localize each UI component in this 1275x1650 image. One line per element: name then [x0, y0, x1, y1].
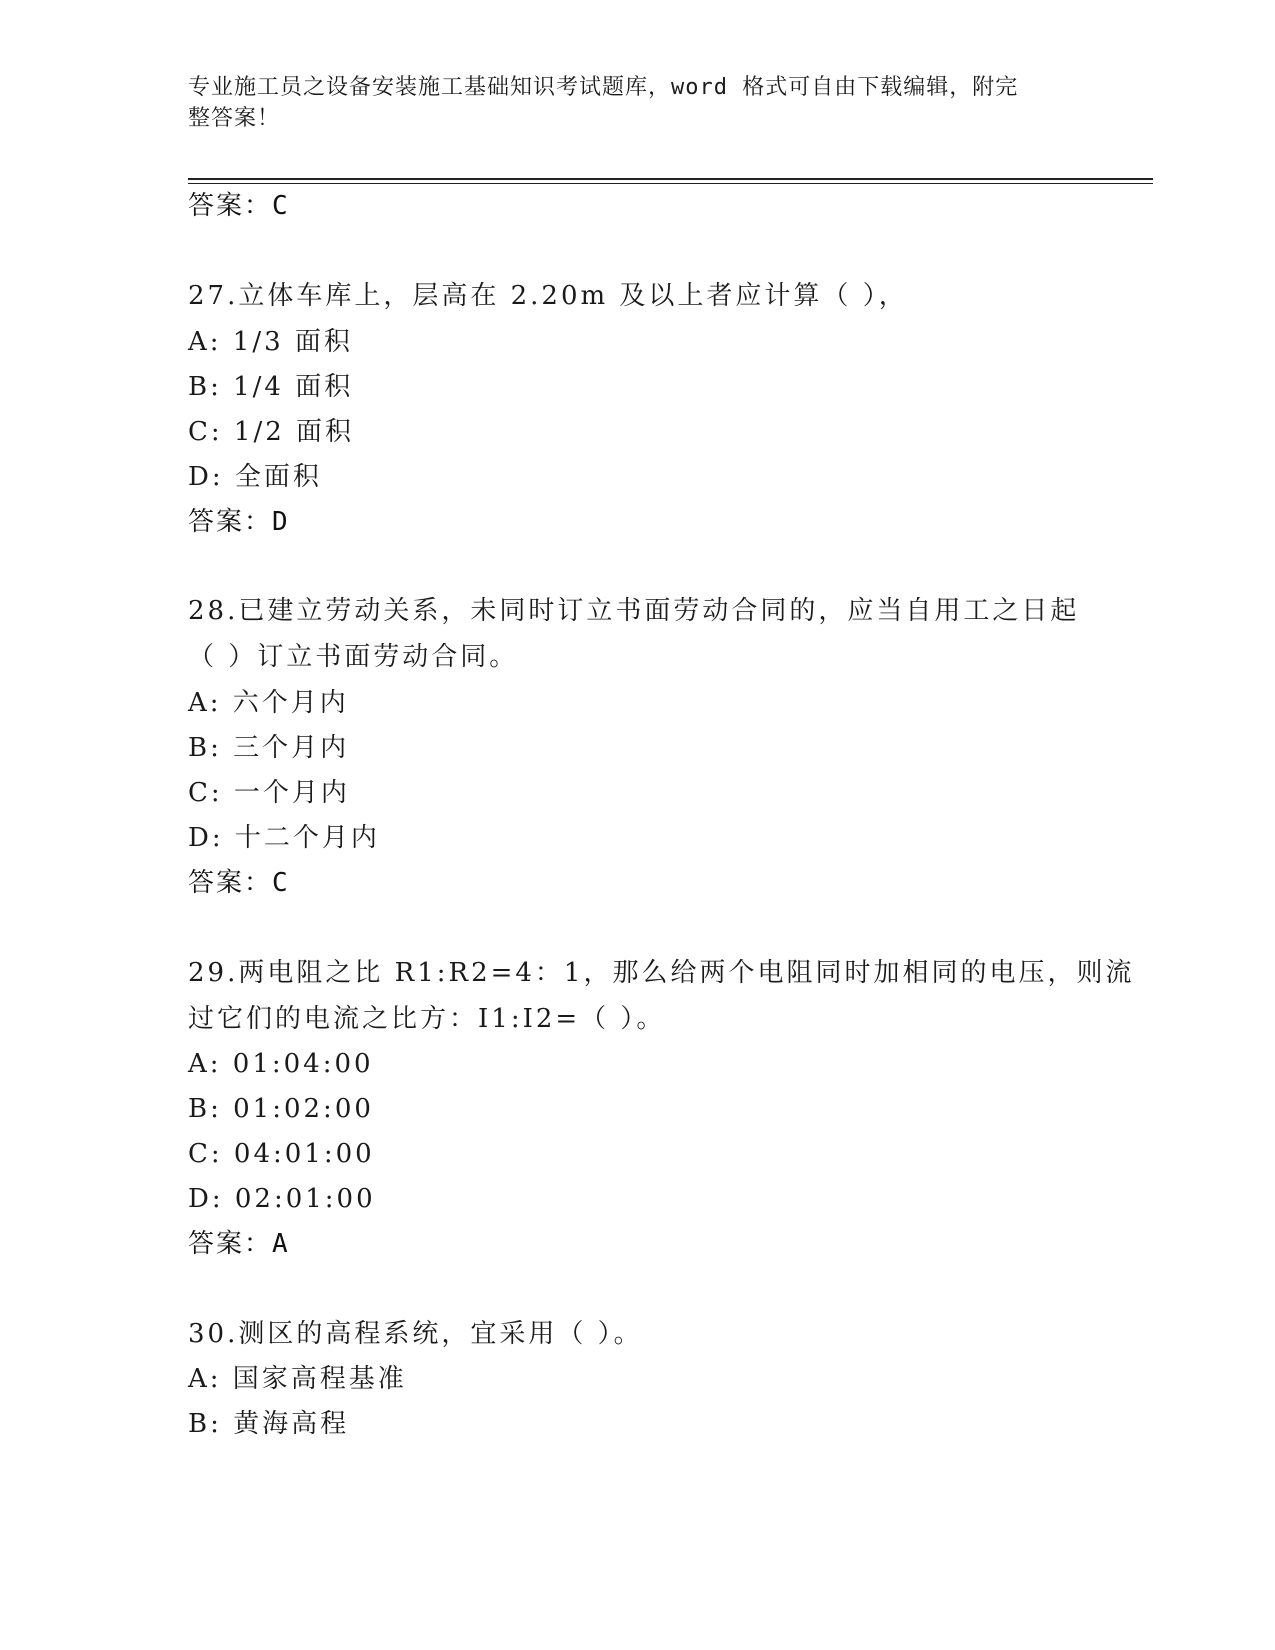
option-d: D: 02:01:00 — [188, 1184, 376, 1214]
option-b: B: 三个月内 — [188, 733, 350, 763]
option-c: C: 一个月内 — [188, 778, 350, 808]
header-line: 整答案！ — [188, 106, 281, 131]
option-d: D: 十二个月内 — [188, 823, 380, 853]
header-divider-thin — [188, 183, 1153, 184]
option-c: C: 1/2 面积 — [188, 417, 355, 447]
answer-line: 答案：D — [188, 507, 290, 537]
option-a: A: 1/3 面积 — [188, 327, 353, 357]
question-stem-cont: 过它们的电流之比方：I1:I2=（ ）。 — [188, 1004, 666, 1034]
answer-line: 答案：C — [188, 868, 290, 898]
option-b: B: 1/4 面积 — [188, 372, 354, 402]
answer-line: 答案：A — [188, 1229, 290, 1259]
option-d: D: 全面积 — [188, 462, 322, 492]
option-b: B: 黄海高程 — [188, 1409, 350, 1439]
header-line: 专业施工员之设备安装施工基础知识考试题库，word 格式可自由下载编辑，附完 — [188, 75, 1019, 100]
question-stem-cont: （ ）订立书面劳动合同。 — [188, 642, 519, 672]
option-a: A: 01:04:00 — [188, 1049, 374, 1079]
document-header — [188, 72, 1068, 134]
option-c: C: 04:01:00 — [188, 1139, 375, 1169]
option-b: B: 01:02:00 — [188, 1094, 374, 1124]
question-stem: 29.两电阻之比 R1:R2=4：1，那么给两个电阻同时加相同的电压，则流 — [188, 958, 1135, 988]
option-a: A: 六个月内 — [188, 688, 349, 718]
question-stem: 30.测区的高程系统，宜采用（ ）。 — [188, 1319, 643, 1349]
question-stem: 27.立体车库上，层高在 2.20m 及以上者应计算（ ）， — [188, 281, 908, 311]
question-stem: 28.已建立劳动关系，未同时订立书面劳动合同的，应当自用工之日起 — [188, 596, 1080, 626]
option-a: A: 国家高程基准 — [188, 1364, 407, 1394]
answer-line: 答案：C — [188, 191, 290, 221]
header-divider — [188, 178, 1153, 180]
